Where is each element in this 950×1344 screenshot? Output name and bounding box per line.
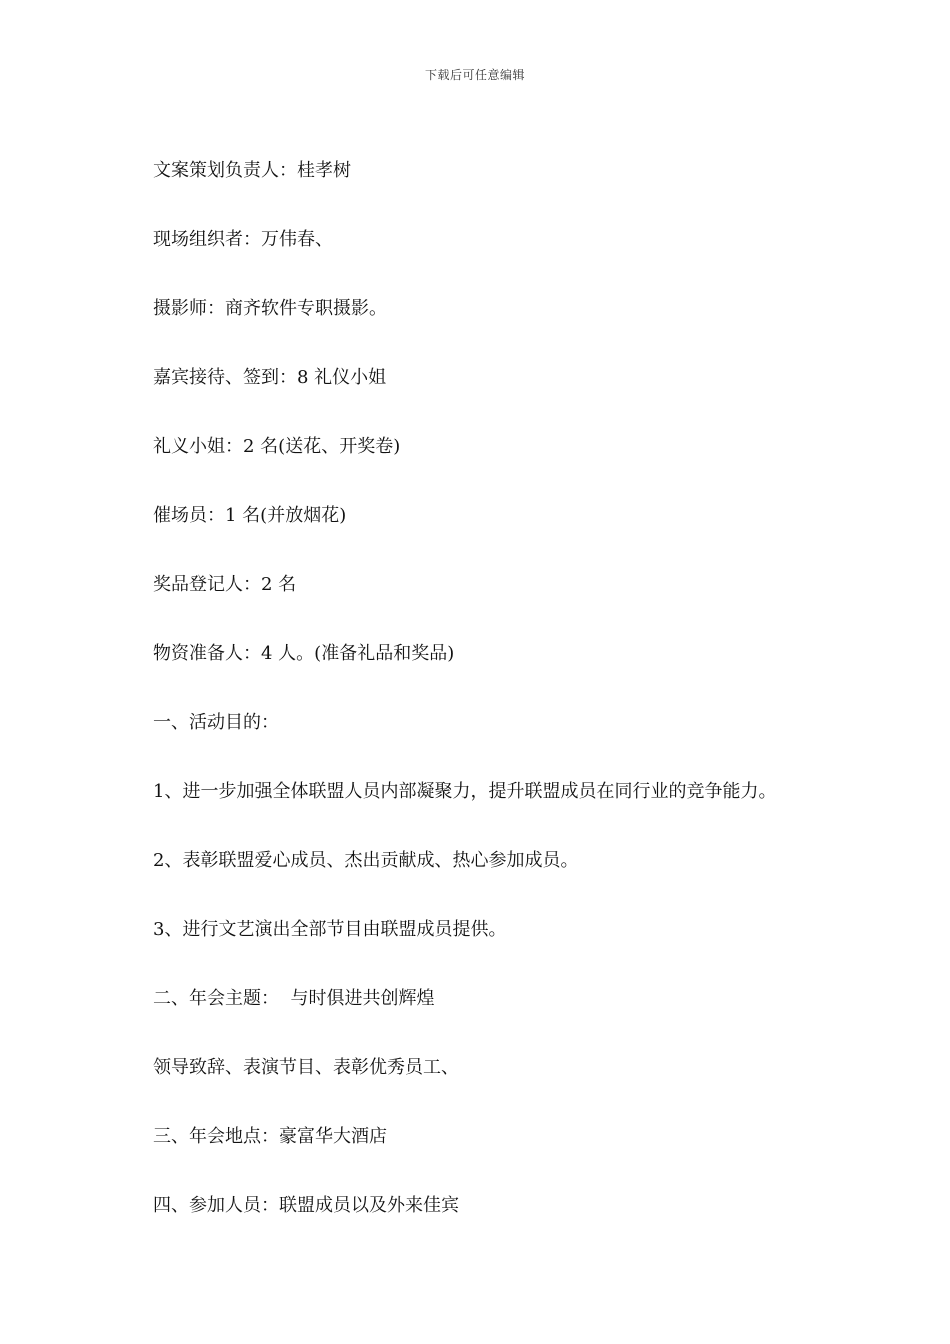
- text-line-reception: 嘉宾接待、签到：8 礼仪小姐: [153, 367, 387, 388]
- section-heading-purpose: 一、活动目的：: [153, 712, 279, 733]
- text-line-supplies: 物资准备人：4 人。(准备礼品和奖品): [153, 643, 455, 664]
- text-line-planner: 文案策划负责人：桂孝树: [153, 160, 351, 181]
- text-line-stage-manager: 催场员：1 名(并放烟花): [153, 505, 347, 526]
- section-heading-theme: 二、年会主题： 与时俱进共创辉煌: [153, 988, 435, 1009]
- purpose-item-3: 3、进行文艺演出全部节目由联盟成员提供。: [153, 919, 507, 940]
- purpose-item-2: 2、表彰联盟爱心成员、杰出贡献成、热心参加成员。: [153, 850, 579, 871]
- purpose-item-1: 1、进一步加强全体联盟人员内部凝聚力，提升联盟成员在同行业的竞争能力。: [153, 781, 777, 802]
- text-line-prize-registrar: 奖品登记人：2 名: [153, 574, 297, 595]
- text-line-agenda: 领导致辞、表演节目、表彰优秀员工、: [153, 1057, 459, 1078]
- page-header-note: 下载后可任意编辑: [424, 68, 525, 82]
- section-heading-venue: 三、年会地点：豪富华大酒店: [153, 1126, 387, 1147]
- text-line-etiquette: 礼义小姐：2 名(送花、开奖卷): [153, 436, 401, 457]
- document-body: [153, 158, 913, 1262]
- text-line-organizer: 现场组织者：万伟春、: [153, 229, 333, 250]
- section-heading-participants: 四、参加人员：联盟成员以及外来佳宾: [153, 1195, 459, 1216]
- text-line-photographer: 摄影师：商齐软件专职摄影。: [153, 298, 387, 319]
